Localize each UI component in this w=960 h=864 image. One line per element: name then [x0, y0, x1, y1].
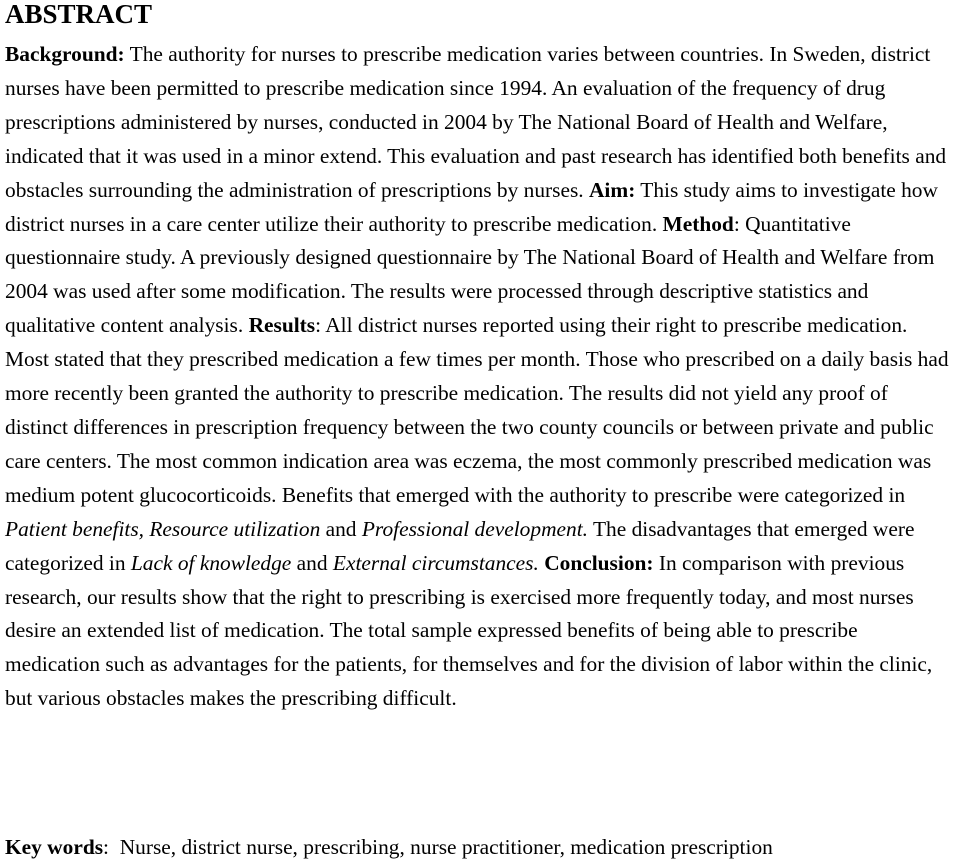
results-text: and — [291, 550, 333, 575]
keywords-text: Nurse, district nurse, prescribing, nurse practitioner, medication prescription — [119, 835, 773, 859]
method-text: : Quantitative questionnaire study. A previously designed questionnaire by The National Board of Health and Welfare from 2004 was used after some modification. The results were processed through descriptive statistics and qualitative content analysis. — [5, 211, 935, 338]
abstract-heading: ABSTRACT — [5, 0, 153, 29]
keywords-line — [5, 830, 773, 864]
results-text: The disadvantages that emerged were categorized in — [5, 516, 915, 575]
results-text: : All district nurses reported using their right to prescribe medication. Most stated that they prescribed medication a few times per month. Those who prescribed on a daily basis had more recently been granted the authority to prescribe medication. The results did not yield any proof of distinct differences in prescription frequency between the two county councils or between private and public care centers. The most common indication area was eczema, the most commonly prescribed medication was medium potent glucocorticoids. Benefits that emerged with the authority to prescribe were categorized in — [5, 313, 949, 507]
results-label: Results — [248, 313, 316, 338]
method-label: Method — [662, 211, 734, 236]
category-patient-benefits: Patient benefits, Resource utilization — [5, 516, 321, 541]
category-lack-of-knowledge: Lack of knowledge — [130, 550, 292, 575]
conclusion-text: In comparison with previous research, our results show that the right to prescribing is exercised more frequently today, and most nurses desire an extended list of medication. The total sample expressed benefits of being able to prescribe medication such as advantages for the patients, for themselves and for the division of labor within the clinic, but various obstacles makes the prescribing difficult. — [5, 550, 933, 711]
abstract-paragraph — [5, 38, 956, 716]
conclusion-label: Conclusion: — [544, 550, 654, 575]
keywords-label: Key words — [5, 835, 104, 859]
category-professional-development: Professional development. — [361, 516, 588, 541]
keywords-separator: : — [103, 835, 120, 859]
category-external-circumstances: External circumstances. — [332, 550, 539, 575]
background-text: The authority for nurses to prescribe medication varies between countries. In Sweden, district nurses have been permitted to prescribe medication since 1994. An evaluation of the frequency of drug prescriptions administered by nurses, conducted in 2004 by The National Board of Health and Welfare, indicated that it was used in a minor extend. This evaluation and past research has identified both benefits and obstacles surrounding the administration of prescriptions by nurses. — [5, 42, 947, 202]
results-text: and — [320, 516, 362, 541]
aim-text: This study aims to investigate how district nurses in a care center utilize their authority to prescribe medication. — [5, 177, 938, 236]
aim-label: Aim: — [588, 177, 636, 202]
background-label: Background: — [5, 42, 125, 66]
